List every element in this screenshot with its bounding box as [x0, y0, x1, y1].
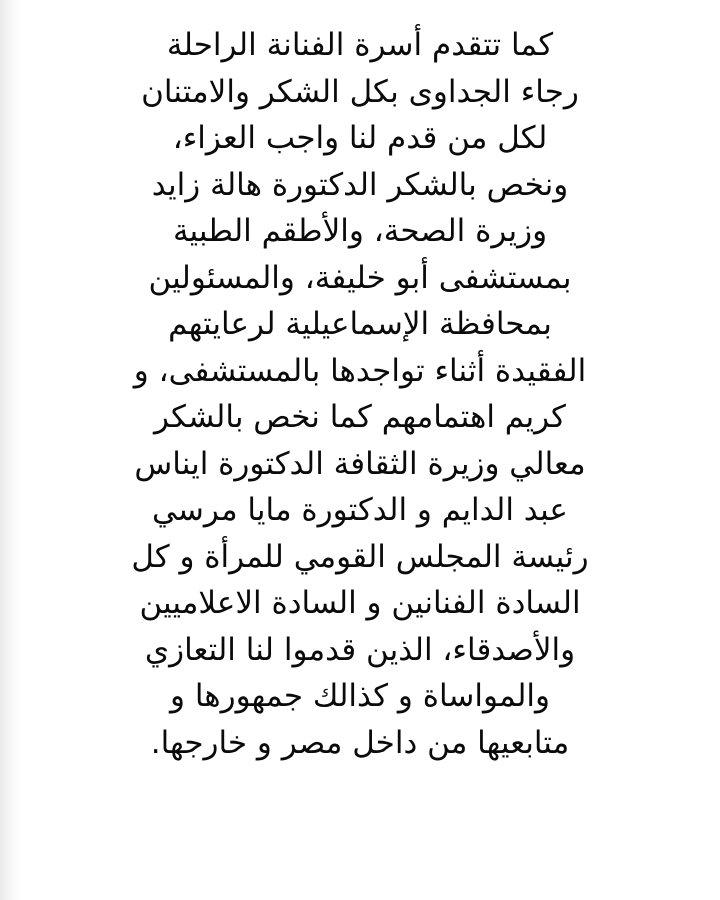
statement-line-6: بمستشفى أبو خليفة، والمسئولين: [148, 259, 572, 296]
statement-line-10: معالي وزيرة الثقافة الدكتورة ايناس: [134, 445, 586, 482]
statement-line-16: متابعيها من داخل مصر و خارجها.: [150, 724, 570, 761]
statement-line-8: الفقيدة أثناء تواجدها بالمستشفى، و: [133, 352, 587, 389]
statement-line-2: رجاء الجداوى بكل الشكر والامتنان: [141, 73, 579, 110]
statement-line-11: عبد الدايم و الدكتورة مايا مرسي: [152, 492, 568, 528]
statement-line-13: السادة الفنانين و السادة الاعلاميين: [139, 585, 581, 621]
statement-line-1: كما تتقدم أسرة الفنانة الراحلة: [166, 27, 554, 63]
condolence-statement: [60, 22, 660, 766]
statement-line-7: بمحافظة الإسماعيلية لرعايتهم: [168, 306, 552, 342]
statement-line-4: ونخص بالشكر الدكتورة هالة زايد: [151, 166, 569, 203]
statement-line-12: رئيسة المجلس القومي للمرأة و كل: [131, 538, 589, 575]
statement-line-9: كريم اهتمامهم كما نخص بالشكر: [154, 399, 566, 435]
statement-line-15: والمواساة و كذالك جمهورها و: [170, 678, 550, 714]
statement-line-14: والأصدقاء، الذين قدموا لنا التعازي: [144, 631, 576, 668]
statement-line-5: وزيرة الصحة، والأطقم الطبية: [172, 213, 548, 249]
statement-line-3: لكل من قدم لنا واجب العزاء،: [172, 120, 548, 156]
